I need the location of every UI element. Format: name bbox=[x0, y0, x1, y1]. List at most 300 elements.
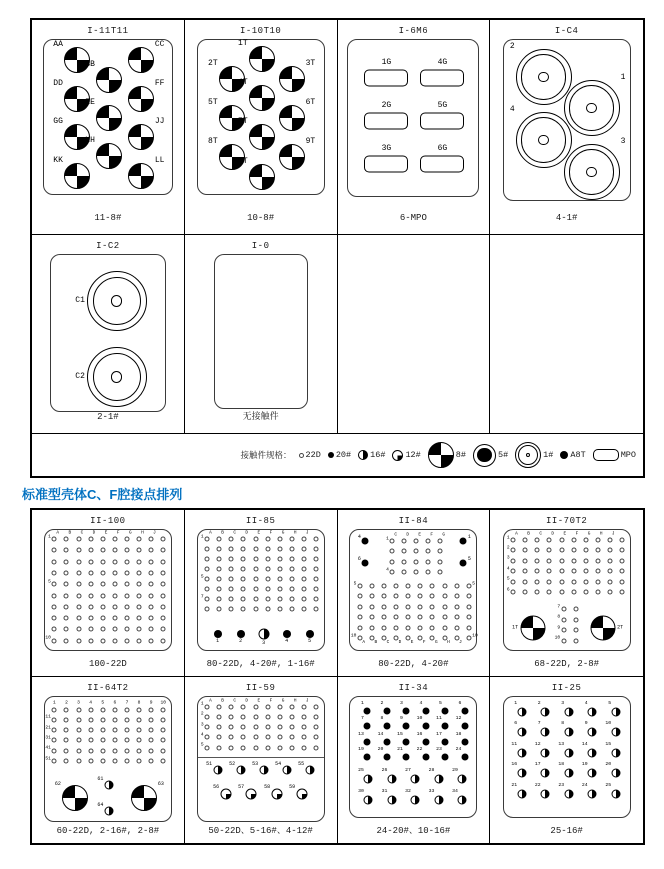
pin-label: 51 bbox=[206, 761, 213, 767]
contact-s22d-icon bbox=[52, 616, 57, 621]
contact-s22d-icon bbox=[52, 604, 57, 609]
pin-label: 11 bbox=[436, 716, 442, 722]
contact-s16-icon bbox=[517, 789, 526, 798]
contact-s22d-icon bbox=[137, 593, 142, 598]
pin-label: HH bbox=[85, 136, 95, 145]
contact-s22d-icon bbox=[161, 627, 166, 632]
contact-s22d-icon bbox=[124, 717, 129, 722]
standard-shell-table bbox=[30, 508, 645, 845]
contact-s20-icon bbox=[422, 738, 429, 745]
contact-s22d-icon bbox=[64, 707, 69, 712]
pin-label: 4 bbox=[584, 700, 588, 706]
contact-s22d-icon bbox=[229, 547, 234, 552]
contact-s22d-icon bbox=[137, 638, 142, 643]
contact-smpo-icon bbox=[420, 156, 464, 173]
contact-s20-icon bbox=[383, 707, 390, 714]
contact-s16-icon bbox=[541, 769, 550, 778]
legend-item-16 bbox=[358, 450, 385, 460]
pin-label: 2T bbox=[208, 59, 218, 68]
contact-s22d-icon bbox=[265, 577, 270, 582]
contact-s22d-icon bbox=[205, 537, 210, 542]
contact-s22d-icon bbox=[289, 735, 294, 740]
contact-s22d-icon bbox=[402, 539, 407, 544]
contact-s22d-icon bbox=[277, 607, 282, 612]
contact-s22d-icon bbox=[369, 615, 374, 620]
contact-s20-icon bbox=[442, 754, 449, 761]
panel-caption: 6-MPO bbox=[399, 213, 427, 223]
contact-s16-icon bbox=[364, 774, 373, 783]
pin-label: B bbox=[68, 530, 72, 536]
contact-s22d-icon bbox=[88, 748, 93, 753]
panel-body bbox=[503, 39, 631, 201]
contact-s22d-icon bbox=[253, 547, 258, 552]
pin-label: 3 bbox=[77, 700, 80, 706]
pin-label: 13 bbox=[358, 731, 364, 737]
pin-label: 21 bbox=[45, 725, 51, 731]
legend-item-5 bbox=[473, 444, 508, 467]
contact-ring bbox=[569, 85, 614, 130]
contact-smpo-icon bbox=[420, 113, 464, 130]
contact-s16-icon bbox=[564, 769, 573, 778]
contact-s22d-icon bbox=[64, 559, 69, 564]
contact-s16-icon bbox=[588, 748, 597, 757]
pin-label: 1 bbox=[200, 534, 204, 540]
contact-s22d-icon bbox=[161, 759, 166, 764]
pin-label: 7 bbox=[360, 716, 364, 722]
contact-s22d-icon bbox=[314, 547, 319, 552]
contact-s22d-icon bbox=[112, 638, 117, 643]
contact-spec-legend bbox=[32, 434, 643, 476]
contact-s22d-icon bbox=[124, 728, 129, 733]
contact-s22d-icon bbox=[314, 567, 319, 572]
contact-s22d-icon bbox=[205, 567, 210, 572]
pin-label: 25 bbox=[358, 767, 364, 773]
pin-label: 13 bbox=[558, 741, 565, 747]
pin-label: 16 bbox=[511, 762, 518, 768]
pin-label: 15 bbox=[605, 741, 612, 747]
contact-s22d-icon bbox=[88, 728, 93, 733]
contact-s22d-icon bbox=[382, 615, 387, 620]
panel-caption: 2-1# bbox=[97, 412, 119, 422]
contact-s22d-icon bbox=[547, 569, 552, 574]
contact-s22d-icon bbox=[454, 604, 459, 609]
contact-s22d-icon bbox=[301, 735, 306, 740]
contact-smpo-icon bbox=[364, 113, 408, 130]
contact-s22d-icon bbox=[301, 577, 306, 582]
contact-s20-icon bbox=[560, 451, 568, 459]
contact-s16-icon bbox=[305, 765, 314, 774]
contact-s22d-icon bbox=[301, 587, 306, 592]
contact-s22d-icon bbox=[76, 638, 81, 643]
pin-label: EE bbox=[85, 98, 95, 107]
pin-label: F bbox=[116, 530, 120, 536]
legend-label: 12# bbox=[405, 450, 421, 460]
panel-title: II-34 bbox=[398, 682, 429, 693]
pin-label: D bbox=[245, 530, 249, 536]
contact-s22d-icon bbox=[595, 548, 600, 553]
contact-ring bbox=[521, 54, 566, 99]
pin-label: E bbox=[410, 640, 414, 645]
pin-label: G bbox=[587, 531, 591, 537]
contact-s22d-icon bbox=[52, 738, 57, 743]
contact-s16-icon bbox=[611, 728, 620, 737]
pin-label: H bbox=[599, 531, 603, 537]
contact-s22d-icon bbox=[277, 557, 282, 562]
contact-ring bbox=[569, 149, 614, 194]
contact-s22d-icon bbox=[100, 582, 105, 587]
pin-label: 2 bbox=[509, 42, 515, 51]
contact-s22d-icon bbox=[523, 590, 528, 595]
contact-s22d-icon bbox=[442, 604, 447, 609]
pin-label: DD bbox=[53, 79, 63, 88]
panel-body bbox=[349, 696, 477, 818]
contact-s22d-icon bbox=[442, 584, 447, 589]
contact-s22d-icon bbox=[205, 587, 210, 592]
pin-label: 5 bbox=[506, 576, 510, 582]
contact-s22d-icon bbox=[583, 548, 588, 553]
contact-s22d-icon bbox=[52, 728, 57, 733]
contact-s22d-icon bbox=[217, 735, 222, 740]
pin-label: 26 bbox=[381, 767, 388, 773]
pin-label: 5T bbox=[208, 98, 218, 107]
contact-s22d-icon bbox=[100, 728, 105, 733]
pin-label: 9 bbox=[399, 716, 403, 722]
contact-s22d-icon bbox=[394, 636, 399, 641]
contact-s22d-icon bbox=[301, 597, 306, 602]
contact-s20-icon bbox=[237, 630, 245, 638]
pin-label: J bbox=[459, 640, 462, 645]
pin-label: 1 bbox=[467, 533, 471, 540]
contact-s22d-icon bbox=[265, 745, 270, 750]
pin-label: 20 bbox=[605, 762, 612, 768]
contact-s22d-icon bbox=[426, 539, 431, 544]
contact-s16-icon bbox=[517, 728, 526, 737]
contact-s16-icon bbox=[588, 789, 597, 798]
legend-item-12 bbox=[392, 450, 420, 461]
contact-s8-icon bbox=[96, 143, 122, 169]
contact-s22d-icon bbox=[137, 582, 142, 587]
pin-label: E bbox=[257, 530, 261, 536]
contact-s20-icon bbox=[364, 738, 371, 745]
contact-s22d-icon bbox=[535, 579, 540, 584]
contact-s22d-icon bbox=[301, 557, 306, 562]
contact-ring bbox=[521, 117, 566, 162]
pin-label: 21 bbox=[397, 747, 403, 753]
contact-s22d-icon bbox=[535, 538, 540, 543]
contact-s22d-icon bbox=[357, 615, 362, 620]
contact-s22d-icon bbox=[265, 704, 270, 709]
pin-label: C bbox=[233, 530, 236, 536]
contact-s22d-icon bbox=[402, 559, 407, 564]
contact-s16-icon bbox=[564, 789, 573, 798]
pin-label: E bbox=[418, 532, 422, 538]
contact-s22d-icon bbox=[289, 725, 294, 730]
contact-s22d-icon bbox=[161, 537, 166, 542]
contact-s22d-icon bbox=[394, 615, 399, 620]
contact-s16-icon bbox=[541, 728, 550, 737]
contact-s20-icon bbox=[364, 723, 371, 730]
contact-s22d-icon bbox=[229, 607, 234, 612]
contact-s22d-icon bbox=[253, 725, 258, 730]
pin-label: 11 bbox=[511, 741, 518, 747]
contact-s22d-icon bbox=[418, 584, 423, 589]
contact-s22d-icon bbox=[620, 590, 625, 595]
contact-s22d-icon bbox=[253, 745, 258, 750]
pin-label: 19 bbox=[358, 747, 364, 753]
pin-label: 24 bbox=[581, 782, 588, 788]
contact-core bbox=[526, 453, 530, 457]
contact-s22d-icon bbox=[88, 559, 93, 564]
contact-s22d-icon bbox=[205, 745, 210, 750]
contact-s22d-icon bbox=[314, 704, 319, 709]
contact-s22d-icon bbox=[620, 569, 625, 574]
pin-label: 31 bbox=[45, 735, 51, 741]
contact-s22d-icon bbox=[595, 538, 600, 543]
contact-s22d-icon bbox=[112, 748, 117, 753]
pin-label: 7 bbox=[557, 604, 561, 610]
pin-label: 22 bbox=[534, 782, 541, 788]
pin-label: 8 bbox=[557, 614, 561, 620]
contact-s22d-icon bbox=[217, 587, 222, 592]
contact-s22d-icon bbox=[394, 604, 399, 609]
pin-label: 1 bbox=[386, 536, 389, 542]
contact-s22d-icon bbox=[277, 567, 282, 572]
contact-ring bbox=[93, 353, 142, 402]
contact-s22d-icon bbox=[583, 569, 588, 574]
contact-s22d-icon bbox=[595, 558, 600, 563]
panel-title: I-11T11 bbox=[87, 26, 129, 36]
contact-s22d-icon bbox=[394, 594, 399, 599]
contact-s22d-icon bbox=[124, 627, 129, 632]
contact-s16-icon bbox=[564, 748, 573, 757]
contact-s1-icon bbox=[516, 112, 572, 168]
pin-label: A bbox=[209, 530, 212, 536]
contact-s22d-icon bbox=[124, 604, 129, 609]
contact-s12-icon bbox=[245, 788, 256, 799]
contact-s1-icon bbox=[87, 347, 147, 407]
contact-s22d-icon bbox=[149, 759, 154, 764]
pin-label: D bbox=[398, 640, 402, 645]
contact-s22d-icon bbox=[301, 567, 306, 572]
contact-s22d-icon bbox=[265, 597, 270, 602]
contact-s22d-icon bbox=[100, 593, 105, 598]
contact-s22d-icon bbox=[595, 569, 600, 574]
pin-label: 3G bbox=[381, 143, 392, 153]
section-heading: 标准型壳体C、F腔接点排列 bbox=[22, 487, 183, 502]
contact-s22d-icon bbox=[229, 597, 234, 602]
contact-s8-icon bbox=[128, 163, 154, 189]
pin-label: 1 bbox=[48, 534, 51, 540]
contact-s22d-icon bbox=[571, 569, 576, 574]
pin-label: 18 bbox=[455, 731, 462, 737]
contact-s22d-icon bbox=[137, 728, 142, 733]
contact-s22d-icon bbox=[559, 569, 564, 574]
pin-label: 54 bbox=[275, 761, 282, 767]
contact-s22d-icon bbox=[217, 745, 222, 750]
panel-body bbox=[347, 39, 479, 197]
pin-label: 21 bbox=[511, 782, 518, 788]
contact-s22d-icon bbox=[523, 558, 528, 563]
contact-s22d-icon bbox=[149, 570, 154, 575]
contact-s20-icon bbox=[442, 723, 449, 730]
contact-s16-icon bbox=[517, 748, 526, 757]
contact-s22d-icon bbox=[430, 625, 435, 630]
contact-s22d-icon bbox=[124, 638, 129, 643]
pin-label: 14 bbox=[581, 741, 588, 747]
pin-label: F bbox=[269, 530, 273, 536]
panel-II-34 bbox=[338, 677, 491, 844]
contact-s22d-icon bbox=[265, 714, 270, 719]
pin-label: 25 bbox=[605, 782, 612, 788]
contact-core bbox=[111, 371, 122, 382]
contact-s22d-icon bbox=[559, 579, 564, 584]
pin-label: 10T bbox=[233, 157, 248, 166]
pin-label: 7 bbox=[537, 721, 541, 727]
panel-body bbox=[214, 254, 308, 409]
pin-label: 1 bbox=[52, 700, 56, 706]
contact-s22d-icon bbox=[217, 537, 222, 542]
contact-s16-icon bbox=[259, 765, 268, 774]
contact-s22d-icon bbox=[559, 590, 564, 595]
panel-title: I-0 bbox=[251, 241, 270, 251]
contact-s22d-icon bbox=[253, 537, 258, 542]
contact-s8-icon bbox=[131, 785, 157, 811]
contact-s22d-icon bbox=[561, 628, 566, 633]
contact-s22d-icon bbox=[241, 725, 246, 730]
panel-body bbox=[349, 529, 477, 651]
pin-label: D bbox=[551, 531, 555, 537]
contact-s22d-icon bbox=[369, 625, 374, 630]
pin-label: 63 bbox=[157, 780, 164, 787]
contact-s22d-icon bbox=[607, 590, 612, 595]
pin-label: 6T bbox=[305, 98, 316, 107]
pin-label: 1T bbox=[512, 624, 519, 631]
contact-s22d-icon bbox=[124, 537, 129, 542]
pin-label: 52 bbox=[229, 761, 236, 767]
contact-s22d-icon bbox=[561, 617, 566, 622]
pin-label: 15 bbox=[397, 731, 403, 737]
contact-s22d-icon bbox=[161, 738, 166, 743]
pin-label: 57 bbox=[238, 784, 245, 790]
contact-s8-icon bbox=[428, 442, 454, 468]
contact-s16-icon bbox=[564, 707, 573, 716]
contact-s12-icon bbox=[271, 788, 282, 799]
contact-s22d-icon bbox=[253, 607, 258, 612]
contact-s22d-icon bbox=[547, 548, 552, 553]
contact-s8-icon bbox=[249, 46, 275, 72]
contact-s22d-icon bbox=[112, 728, 117, 733]
pin-label: D bbox=[406, 532, 410, 538]
contact-s22d-icon bbox=[161, 570, 166, 575]
pin-label: 7 bbox=[125, 700, 129, 706]
pin-label: B bbox=[527, 531, 530, 537]
pin-label: C bbox=[394, 532, 398, 538]
pin-label: 4 bbox=[285, 638, 289, 644]
contact-s22d-icon bbox=[112, 627, 117, 632]
contact-s22d-icon bbox=[253, 557, 258, 562]
panel-II-84 bbox=[338, 510, 491, 677]
contact-s22d-icon bbox=[88, 537, 93, 542]
contact-s22d-icon bbox=[402, 570, 407, 575]
contact-s22d-icon bbox=[466, 625, 471, 630]
contact-s22d-icon bbox=[571, 590, 576, 595]
contact-s22d-icon bbox=[112, 559, 117, 564]
contact-s22d-icon bbox=[124, 707, 129, 712]
panel-title: I-10T10 bbox=[239, 26, 282, 36]
contact-s22d-icon bbox=[394, 584, 399, 589]
panel-body bbox=[43, 39, 173, 195]
contact-s8-icon bbox=[128, 124, 154, 150]
contact-s22d-icon bbox=[205, 725, 210, 730]
pin-label: 29 bbox=[452, 767, 458, 773]
panel-caption: 11-8# bbox=[94, 213, 122, 223]
pin-label: B bbox=[374, 640, 378, 645]
contact-s22d-icon bbox=[265, 607, 270, 612]
contact-s22d-icon bbox=[124, 593, 129, 598]
contact-s16-icon bbox=[104, 780, 113, 789]
contact-s22d-icon bbox=[547, 558, 552, 563]
pin-label: 17 bbox=[436, 731, 442, 737]
contact-s22d-icon bbox=[523, 548, 528, 553]
contact-s16-icon bbox=[517, 707, 526, 716]
contact-s22d-icon bbox=[64, 616, 69, 621]
contact-s22d-icon bbox=[52, 559, 57, 564]
contact-s20-icon bbox=[442, 738, 449, 745]
pin-label: GG bbox=[53, 117, 63, 126]
contact-s22d-icon bbox=[620, 548, 625, 553]
pin-label: 8 bbox=[561, 721, 565, 727]
contact-s16-icon bbox=[434, 774, 443, 783]
pin-label: AA bbox=[53, 40, 63, 49]
pin-label: 61 bbox=[97, 776, 104, 782]
contact-s22d-icon bbox=[535, 548, 540, 553]
pin-label: FF bbox=[154, 79, 165, 88]
contact-s22d-icon bbox=[289, 587, 294, 592]
contact-s22d-icon bbox=[205, 714, 210, 719]
contact-s16-icon bbox=[258, 629, 269, 640]
contact-s22d-icon bbox=[149, 582, 154, 587]
contact-s22d-icon bbox=[289, 745, 294, 750]
contact-s22d-icon bbox=[217, 725, 222, 730]
pin-label: 59 bbox=[289, 784, 296, 790]
contact-s22d-icon bbox=[314, 714, 319, 719]
contact-s22d-icon bbox=[406, 604, 411, 609]
contact-s22d-icon bbox=[76, 570, 81, 575]
contact-s22d-icon bbox=[64, 593, 69, 598]
contact-ring bbox=[93, 277, 142, 326]
contact-s22d-icon bbox=[523, 579, 528, 584]
contact-s22d-icon bbox=[277, 577, 282, 582]
contact-s1-icon bbox=[564, 80, 620, 136]
contact-s22d-icon bbox=[289, 607, 294, 612]
pin-label: 1 bbox=[216, 638, 220, 644]
contact-s22d-icon bbox=[523, 569, 528, 574]
contact-s8-icon bbox=[64, 163, 90, 189]
pin-label: 4 bbox=[506, 566, 510, 572]
contact-s22d-icon bbox=[161, 604, 166, 609]
pin-label: D bbox=[92, 530, 96, 536]
pin-label: 24 bbox=[455, 747, 462, 753]
contact-s8-icon bbox=[590, 616, 615, 641]
contact-s22d-icon bbox=[76, 748, 81, 753]
contact-core bbox=[586, 103, 596, 113]
panel-title: II-25 bbox=[551, 682, 582, 693]
contact-s22d-icon bbox=[88, 616, 93, 621]
contact-s22d-icon bbox=[64, 570, 69, 575]
contact-s22d-icon bbox=[229, 745, 234, 750]
pin-label: 2 bbox=[380, 700, 384, 706]
contact-s22d-icon bbox=[418, 625, 423, 630]
